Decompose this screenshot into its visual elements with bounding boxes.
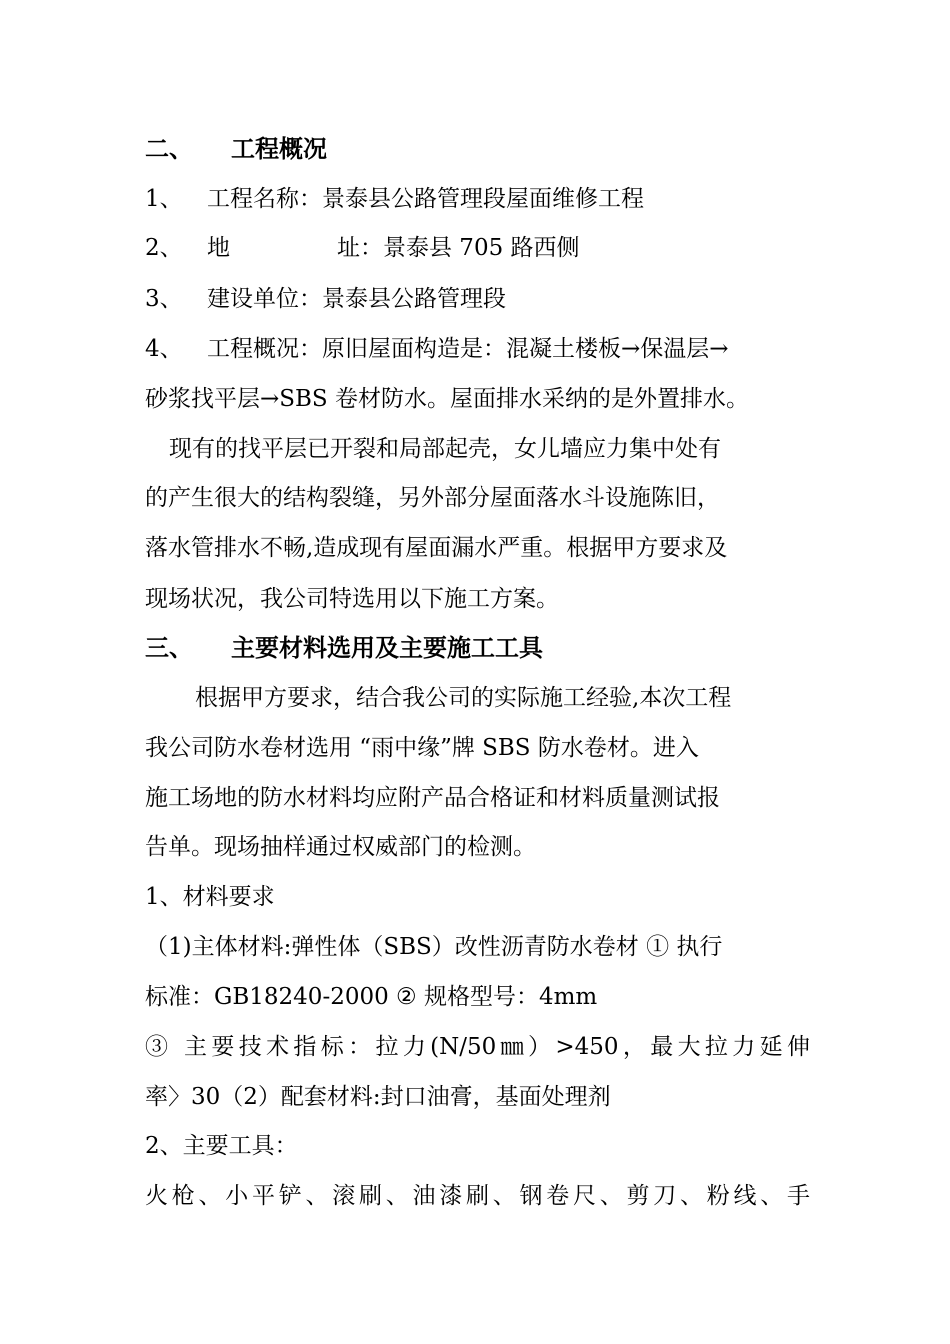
item-text: 工程概况：原旧屋面构造是：混凝土楼板→保温层→: [207, 336, 729, 362]
section-title: 主要材料选用及主要施工工具: [231, 633, 543, 662]
body-line: 告单。现场抽样通过权威部门的检测。: [145, 834, 536, 860]
body-line: 施工场地的防水材料均应附产品合格证和材料质量测试报: [145, 785, 720, 811]
item-overview: [145, 334, 810, 364]
item-project-name: [145, 184, 810, 214]
body-line: 的产生很大的结构裂缝，另外部分屋面落水斗设施陈旧，: [145, 485, 720, 511]
item-text: 址：景泰县 705 路西侧: [337, 235, 580, 261]
item-text: 建设单位：景泰县公路管理段: [207, 286, 506, 312]
section-heading-3: [145, 633, 810, 663]
body-line: 标准：GB18240-2000 ② 规格型号：4mm: [145, 984, 598, 1010]
body-line: 率〉30（2）配套材料:封口油膏，基面处理剂: [145, 1084, 611, 1110]
section-number: 二、: [145, 134, 193, 163]
item-number: 2、: [145, 235, 183, 261]
body-line: 我公司防水卷材选用 “雨中缘”牌 SBS 防水卷材。进入: [145, 735, 699, 761]
subsection-heading: 1、材料要求: [145, 884, 275, 910]
item-address: [145, 233, 810, 263]
body-line: 现场状况，我公司特选用以下施工方案。: [145, 586, 559, 612]
section-number: 三、: [145, 633, 193, 662]
body-line: 现有的找平层已开裂和局部起壳，女儿墙应力集中处有: [169, 436, 721, 462]
body-line: 火枪、小平铲、滚刷、油漆刷、钢卷尺、剪刀、粉线、手: [145, 1183, 810, 1209]
item-label-start: 地: [207, 235, 230, 261]
body-line: 落水管排水不畅,造成现有屋面漏水严重。根据甲方要求及: [145, 535, 728, 561]
body-line: 砂浆找平层→SBS 卷材防水。屋面排水采纳的是外置排水。: [145, 386, 749, 412]
body-line: （1)主体材料:弹性体（SBS）改性沥青防水卷材 ① 执行: [145, 934, 723, 960]
item-builder: [145, 284, 810, 314]
section-title: 工程概况: [231, 134, 327, 163]
section-heading-2: [145, 134, 810, 164]
item-number: 1、: [145, 186, 183, 212]
body-line: ③ 主要技术指标：拉力(N/50㎜）>450，最大拉力延伸: [145, 1034, 810, 1060]
item-text: 工程名称：景泰县公路管理段屋面维修工程: [207, 186, 644, 212]
item-number: 4、: [145, 336, 183, 362]
subsection-heading: 2、主要工具：: [145, 1133, 298, 1159]
item-number: 3、: [145, 286, 183, 312]
body-line: 根据甲方要求，结合我公司的实际施工经验,本次工程: [195, 685, 732, 711]
